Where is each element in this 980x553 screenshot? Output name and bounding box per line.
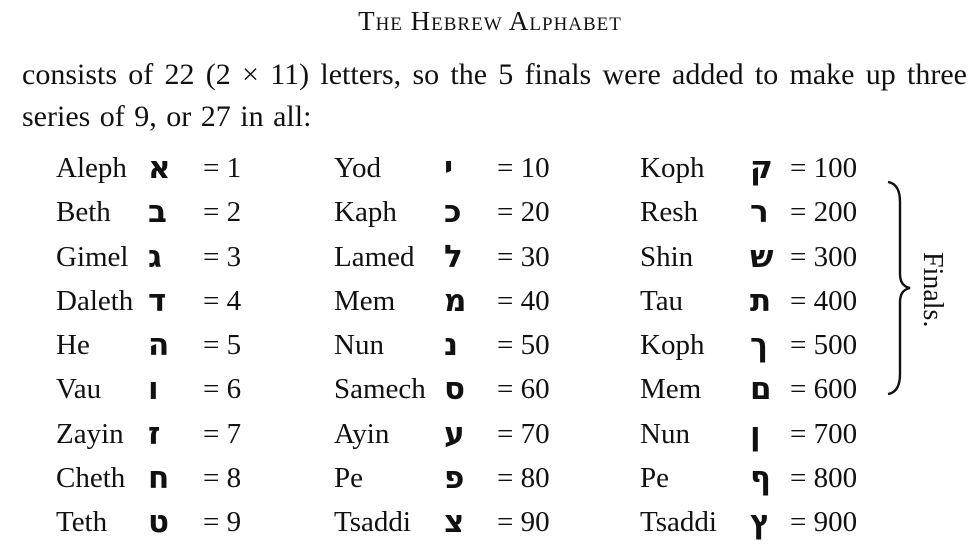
letter-name: Koph [640,152,705,184]
letter-name: He [56,329,90,362]
letter-value: = 700 [790,417,858,450]
hebrew-letter: ע [444,415,465,452]
hebrew-letter: ח [148,460,170,497]
intro-paragraph: consists of 22 (2 × 11) letters, so the 5 finals were added to make up three series of 9, or 27 in all: [22,58,967,133]
letter-name: Zayin [56,417,124,450]
letter-value: = 70 [497,417,550,450]
hebrew-letter: ג [148,238,162,275]
letter-name: Pe [640,462,669,495]
hebrew-letter: ש [750,238,774,275]
letter-name: Mem [334,284,396,317]
letter-value: = 50 [497,329,550,362]
letter-value: = 8 [203,462,242,495]
letter-name: Resh [640,196,698,229]
letter-name: Tau [640,284,684,317]
letter-name: Koph [640,329,705,362]
letter-name: Yod [334,152,382,184]
hebrew-letter: ם [750,371,772,408]
letter-value: = 2 [203,196,242,229]
letter-name: Aleph [56,152,127,184]
letter-value: = 300 [790,240,858,273]
letter-name: Beth [56,196,111,229]
letter-value: = 900 [790,506,858,539]
hebrew-letter: צ [444,504,465,541]
letter-value: = 60 [497,373,550,406]
letter-name: Tsaddi [640,506,717,539]
hebrew-letter: פ [444,460,465,497]
hebrew-letter: מ [444,282,467,319]
hebrew-letter: ו [148,371,159,408]
hebrew-letter: ז [148,415,161,452]
hebrew-letter: ל [444,238,463,275]
hebrew-letter: א [148,150,171,186]
page-header: The Hebrew Alphabet [358,6,622,36]
alphabet-table [0,146,980,546]
letter-value: = 80 [497,462,550,495]
letter-name: Gimel [56,240,129,273]
letter-value: = 1 [203,152,242,184]
letter-name: Shin [640,240,694,273]
hebrew-letter: ן [750,415,761,452]
letter-value: = 90 [497,506,550,539]
letter-value: = 800 [790,462,858,495]
letter-value: = 500 [790,329,858,362]
hebrew-letter: ק [750,150,773,186]
hebrew-letter: ט [148,504,170,541]
letter-value: = 400 [790,284,858,317]
letter-name: Cheth [56,462,126,495]
letter-value: = 20 [497,196,550,229]
finals-label: Finals. [917,252,948,328]
hebrew-letter: ף [750,460,771,497]
hebrew-letter: ד [148,282,167,319]
letter-name: Nun [640,417,690,450]
letter-value: = 200 [790,196,858,229]
letter-value: = 9 [203,506,242,539]
letter-value: = 7 [203,417,242,450]
hebrew-letter: ת [750,282,772,319]
hebrew-letter: ר [750,194,769,231]
hebrew-letter: ך [750,327,768,364]
letter-name: Teth [56,506,108,539]
letter-value: = 4 [203,284,242,317]
letter-value: = 3 [203,240,242,273]
letter-value: = 6 [203,373,242,406]
letter-value: = 600 [790,373,858,406]
letter-name: Nun [334,329,384,362]
letter-name: Samech [334,373,426,406]
hebrew-letter: ץ [750,504,771,541]
hebrew-letter: ב [148,194,167,231]
letter-value: = 100 [790,152,858,184]
letter-name: Kaph [334,196,397,229]
letter-name: Daleth [56,284,134,317]
letter-value: = 10 [497,152,550,184]
letter-name: Mem [640,373,702,406]
letter-value: = 30 [497,240,550,273]
letter-name: Vau [56,373,102,406]
letter-name: Lamed [334,240,415,273]
letter-value: = 5 [203,329,242,362]
letter-value: = 40 [497,284,550,317]
letter-name: Tsaddi [334,506,411,539]
hebrew-letter: ה [148,327,170,364]
hebrew-letter: כ [444,194,462,231]
hebrew-letter: נ [444,327,459,364]
hebrew-letter: ס [444,371,466,408]
letter-name: Ayin [334,417,390,450]
hebrew-letter: י [444,150,454,186]
letter-name: Pe [334,462,363,495]
